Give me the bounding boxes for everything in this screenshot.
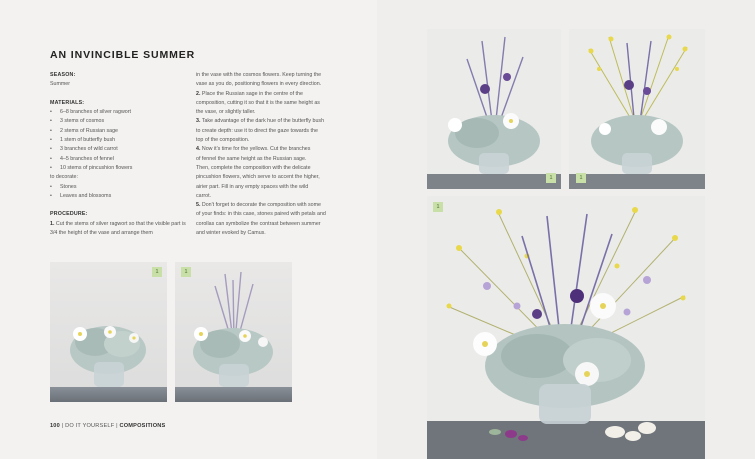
step-text: Place the Russian sage in the centre of the bbox=[201, 90, 303, 97]
page-number: 100 bbox=[50, 423, 60, 429]
text-line: in the vase with the cosmos flowers. Keep turning the bbox=[196, 72, 322, 78]
materials-heading: MATERIALS: bbox=[50, 99, 85, 106]
season-heading: SEASON: bbox=[50, 72, 76, 78]
decorate-item: • Leaves and blossoms bbox=[50, 192, 190, 201]
text-line: airier part. Fill in any empty spaces with the wild bbox=[196, 183, 309, 190]
article-title: AN INVINCIBLE SUMMER bbox=[50, 49, 196, 61]
step-number: 1. bbox=[50, 220, 55, 227]
materials-list bbox=[50, 108, 190, 173]
step-badge: 1 bbox=[433, 202, 443, 212]
decorate-item: • Stones bbox=[50, 183, 190, 192]
material-item: • 10 stems of pincushion flowers bbox=[50, 164, 190, 173]
footer-section: DO IT YOURSELF bbox=[65, 423, 115, 429]
text-line: of your finds: in this case, stones paired with petals and bbox=[196, 211, 326, 218]
step-number: 3. bbox=[196, 118, 201, 125]
text-line: to create depth: use it to direct the gaze towards the bbox=[196, 127, 318, 134]
text-line: vase as you do, positioning flowers in every direction. bbox=[196, 81, 322, 88]
material-item: • 4–5 branches of fennel bbox=[50, 155, 190, 164]
material-item: • 6–8 branches of silver ragwort bbox=[50, 108, 190, 117]
final-composition-photo bbox=[427, 196, 705, 459]
text-column-1 bbox=[50, 71, 190, 238]
text-line: of fennel the same height as the Russian sage. bbox=[196, 155, 307, 162]
text-line: the vase, or slightly taller. bbox=[196, 109, 256, 116]
step-badge: 1 bbox=[546, 173, 556, 183]
text-line: corollas can symbolize the contrast between summer bbox=[196, 220, 321, 227]
material-item: • 2 stems of Russian sage bbox=[50, 127, 190, 136]
text-line: Then, complete the composition with the delicate bbox=[196, 164, 311, 171]
text-line: pincushion flowers, which serve to accent the higher, bbox=[196, 174, 320, 181]
step-text: Cut the stems of silver ragwort so that the visible part is 3/4 the height of the vase and arrange them bbox=[50, 220, 186, 237]
season-value: Summer bbox=[50, 81, 71, 88]
material-item: • 1 stem of butterfly bush bbox=[50, 136, 190, 145]
text-column-2 bbox=[196, 71, 338, 238]
step-number: 4. bbox=[196, 146, 201, 153]
procedure-step-2-line bbox=[196, 90, 338, 99]
step-badge: 1 bbox=[576, 173, 586, 183]
step-photo-4 bbox=[569, 29, 705, 189]
page-footer: 100 | DO IT YOURSELF | COMPOSITIONS bbox=[50, 423, 166, 429]
decorate-list bbox=[50, 183, 190, 202]
text-line: top of the composition. bbox=[196, 137, 250, 144]
step-photo-3 bbox=[427, 29, 561, 189]
step-photo-2 bbox=[175, 262, 292, 402]
step-text: Take advantage of the dark hue of the butterfly bush bbox=[201, 118, 325, 125]
text-line: carrot. bbox=[196, 192, 212, 199]
step-badge: 1 bbox=[152, 267, 162, 277]
footer-chapter: COMPOSITIONS bbox=[119, 423, 166, 429]
procedure-step-3-line bbox=[196, 117, 338, 126]
material-item: • 3 branches of wild carrot bbox=[50, 145, 190, 154]
procedure-step-1 bbox=[50, 220, 190, 239]
step-photo-1 bbox=[50, 262, 167, 402]
text-line: and winter evoked by Camus. bbox=[196, 230, 266, 237]
procedure-step-5-line bbox=[196, 201, 338, 210]
step-number: 5. bbox=[196, 202, 201, 209]
step-number: 2. bbox=[196, 90, 201, 97]
procedure-step-4-line bbox=[196, 145, 338, 154]
step-text: Don't forget to decorate the composition with some bbox=[201, 202, 321, 209]
procedure-heading: PROCEDURE: bbox=[50, 211, 88, 218]
material-item: • 3 stems of cosmos bbox=[50, 117, 190, 126]
decorate-label: to decorate: bbox=[50, 174, 78, 181]
text-line: composition, cutting it so that it is the same height as bbox=[196, 99, 320, 106]
step-badge: 1 bbox=[181, 267, 191, 277]
step-text: Now it's time for the yellows. Cut the branches bbox=[201, 146, 311, 153]
